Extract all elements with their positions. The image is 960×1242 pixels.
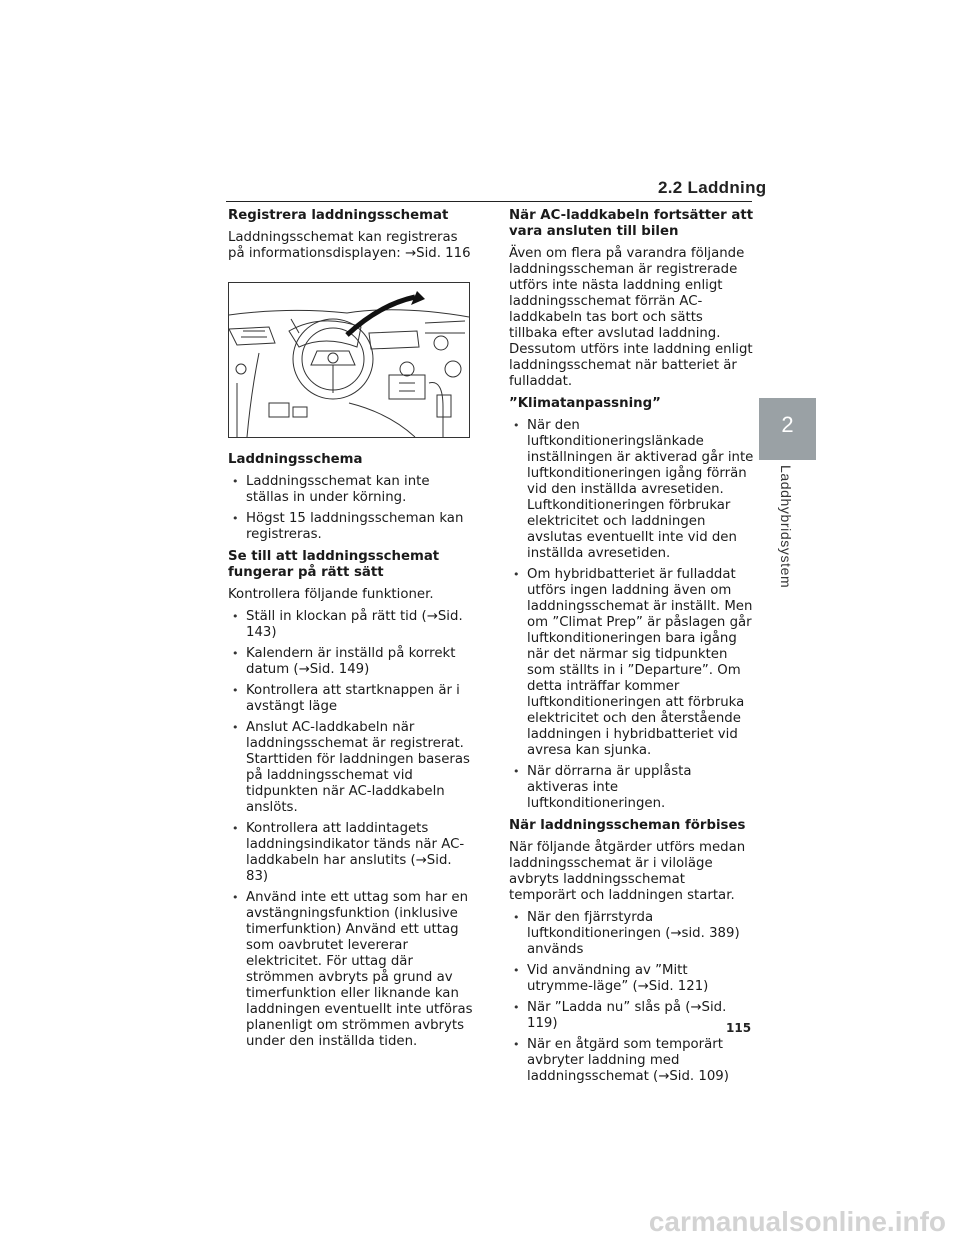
check-list	[228, 609, 473, 1050]
list-item: • Ställ in klockan på rätt tid (→Sid. 143)	[228, 609, 473, 641]
list-item: • Anslut AC-laddkabeln när laddningsschemat är registrerat. Starttiden för laddningen baseras på laddningsschemat vid tidpunkten när AC-laddkabeln anslöts.	[228, 720, 473, 816]
list-item: • När den luftkonditioneringslänkade inställningen är aktiverad går inte luftkonditioneringen igång förrän vid den inställda avresetiden. Luftkonditioneringen förbrukar elektricitet och laddningen avslutas eventuellt inte vid den inställda avresetiden.	[509, 418, 754, 562]
klimat-list	[509, 418, 754, 812]
left-column	[228, 208, 473, 1056]
list-item: • Vid användning av ”Mitt utrymme-läge” (→Sid. 121)	[509, 963, 754, 995]
paragraph-ac-cable: Även om flera på varandra följande laddningsscheman är registrerade utförs inte nästa laddning enligt laddningsschemat förrän AC-laddkabeln tas bort och sätts tillbaka efter avslutad laddning. Dessutom utförs inte laddning enligt laddningsschemat när batteriet är fulladdat.	[509, 246, 753, 389]
list-item: • Kalendern är inställd på korrekt datum (→Sid. 149)	[228, 646, 473, 678]
list-item: • När ”Ladda nu” slås på (→Sid. 119)	[509, 1000, 754, 1032]
heading-check: Se till att laddningsschemat fungerar på rätt sätt	[228, 549, 440, 580]
paragraph-check: Kontrollera följande funktioner.	[228, 587, 434, 602]
right-column	[509, 208, 754, 1091]
heading-ac-cable: När AC-laddkabeln fortsätter att vara ansluten till bilen	[509, 208, 754, 239]
dashboard-illustration	[228, 282, 470, 438]
list-item: • Laddningsschemat kan inte ställas in under körning.	[228, 474, 473, 506]
schema-list	[228, 474, 473, 543]
paragraph-forbises: När följande åtgärder utförs medan laddningsschemat är i viloläge avbryts laddningsschemat temporärt och laddningen startar.	[509, 840, 746, 903]
forbises-list	[509, 910, 754, 1085]
list-item: • När dörrarna är upplåsta aktiveras inte luftkonditioneringen.	[509, 764, 754, 812]
chapter-number: 2	[781, 412, 794, 437]
heading-schema: Laddningsschema	[228, 452, 363, 467]
chapter-label: Laddhybridsystem	[778, 465, 794, 589]
heading-klimat: ”Klimatanpassning”	[509, 396, 661, 411]
list-item: • När en åtgärd som temporärt avbryter laddning med laddningsschemat (→Sid. 109)	[509, 1037, 754, 1085]
section-header: 2.2 Laddning	[658, 178, 767, 197]
dashboard-drawing	[229, 283, 469, 437]
watermark: carmanualsonline.info	[648, 1206, 946, 1237]
page-number: 115	[726, 1021, 752, 1035]
list-item: • När den fjärrstyrda luftkonditioneringen (→sid. 389) används	[509, 910, 754, 958]
header-rule	[226, 201, 752, 202]
paragraph-register: Laddningsschemat kan registreras på informationsdisplayen: →Sid. 116	[228, 230, 471, 261]
list-item: • Använd inte ett uttag som har en avstängningsfunktion (inklusive timerfunktion) Använd ett uttag som oavbrutet levererar elektricitet. För uttag där strömmen avbryts på grund av timerfunktion eller liknande kan laddningen eventuellt inte utföras planenligt om strömmen avbryts under den inställda tiden.	[228, 890, 473, 1050]
heading-register: Registrera laddningsschemat	[228, 208, 449, 223]
heading-forbises: När laddningsscheman förbises	[509, 818, 746, 833]
list-item: • Om hybridbatteriet är fulladdat utförs ingen laddning även om laddningsschemat är inställt. Men om ”Climat Prep” är påslagen går luftkonditioneringen bara igång när det närmar sig tidpunkten som ställts in i ”Departure”. Om detta inträffar kommer luftkonditioneringen att förbruka elektricitet och den återstående laddningen i hybridbatteriet vid avresa kan sjunka.	[509, 567, 754, 759]
list-item: • Kontrollera att laddintagets laddningsindikator tänds när AC-laddkabeln har anslutits (→Sid. 83)	[228, 821, 473, 885]
list-item: • Högst 15 laddningsscheman kan registreras.	[228, 511, 473, 543]
list-item: • Kontrollera att startknappen är i avstängt läge	[228, 683, 473, 715]
